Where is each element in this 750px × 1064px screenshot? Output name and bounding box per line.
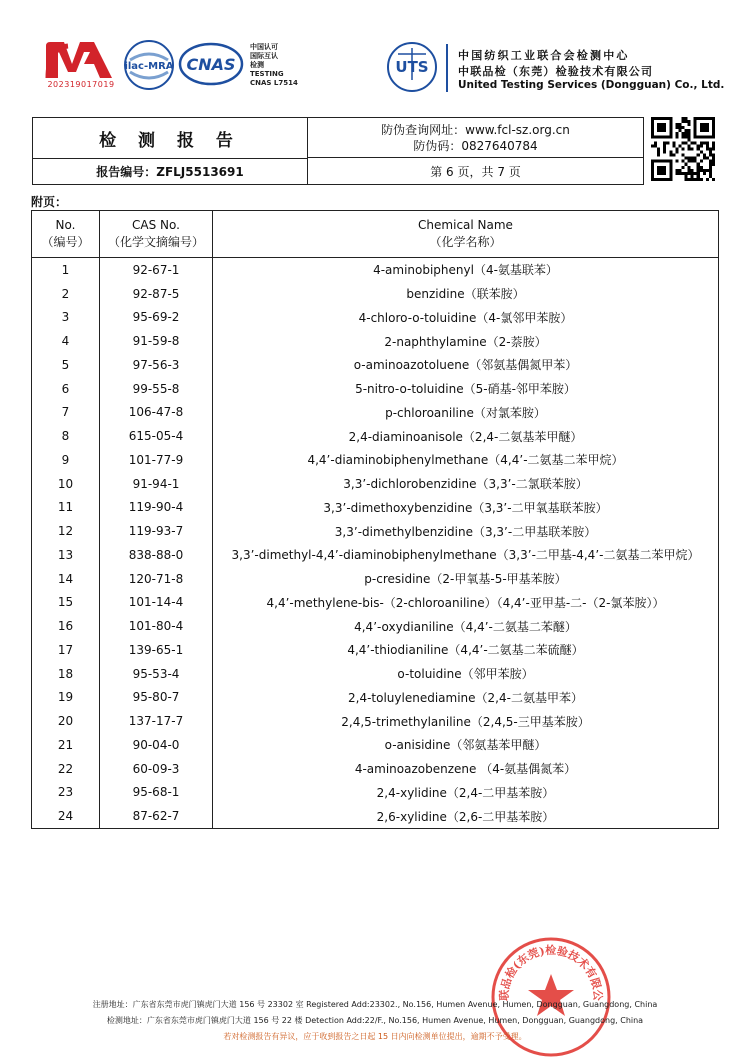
cell-name: 2,4-xylidine（2,4-二甲基苯胺） [213, 781, 719, 805]
cell-cas: 90-04-0 [100, 733, 213, 757]
cell-name: 2,4-toluylenediamine（2,4-二氨基甲苯） [213, 686, 719, 710]
cell-name: o-anisidine（邻氨基苯甲醚） [213, 733, 719, 757]
cell-cas: 97-56-3 [100, 353, 213, 377]
cell-cas: 92-87-5 [100, 282, 213, 306]
table-row [32, 401, 719, 425]
cell-cas: 92-67-1 [100, 258, 213, 282]
cell-cas: 95-69-2 [100, 306, 213, 330]
cell-no: 9 [32, 448, 100, 472]
verify-code: 防伪码：0827640784 [413, 139, 538, 153]
table-row [32, 282, 719, 306]
appendix-label: 附页： [31, 195, 68, 209]
cell-no: 6 [32, 377, 100, 401]
cell-cas: 95-80-7 [100, 686, 213, 710]
qr-code-icon [651, 117, 715, 181]
verify-url: 防伪查询网址：www.fcl-sz.org.cn [381, 123, 570, 137]
page-info: 第 6 页，共 7 页 [430, 165, 521, 179]
cnas-text: CNAS [186, 55, 236, 74]
cell-cas: 615-05-4 [100, 424, 213, 448]
cell-name: 2,4-diaminoanisole（2,4-二氨基苯甲醚） [213, 424, 719, 448]
cell-cas: 120-71-8 [100, 567, 213, 591]
cell-no: 16 [32, 614, 100, 638]
table-row [32, 662, 719, 686]
cnas-side-text: 中国认可 国际互认 检测 TESTING CNAS L7514 [250, 43, 298, 87]
table-row [32, 496, 719, 520]
table-row [32, 377, 719, 401]
uts-text: UTS [395, 58, 429, 76]
header-cas: CAS No. （化学文摘编号） [100, 211, 213, 258]
cell-no: 1 [32, 258, 100, 282]
cell-cas: 87-62-7 [100, 804, 213, 828]
cell-name: 4,4’-methylene-bis-（2-chloroaniline）（4,4’-亚甲基-二-（2-氯苯胺）） [213, 591, 719, 615]
table-row [32, 733, 719, 757]
table-row [32, 353, 719, 377]
cell-name: 3,3’-dimethylbenzidine（3,3’-二甲基联苯胺） [213, 519, 719, 543]
table-row [32, 614, 719, 638]
cell-cas: 137-17-7 [100, 709, 213, 733]
table-row [32, 804, 719, 828]
cell-no: 20 [32, 709, 100, 733]
cell-cas: 95-68-1 [100, 781, 213, 805]
cell-no: 2 [32, 282, 100, 306]
cell-no: 14 [32, 567, 100, 591]
cell-no: 18 [32, 662, 100, 686]
report-title: 检 测 报 告 [33, 118, 308, 159]
header-divider [446, 44, 448, 92]
table-row [32, 519, 719, 543]
cell-name: 3,3’-dimethoxybenzidine（3,3’-二甲氧基联苯胺） [213, 496, 719, 520]
lab-name-en: United Testing Services (Dongguan) Co., Ltd. [458, 79, 725, 91]
cell-no: 21 [32, 733, 100, 757]
cell-cas: 101-14-4 [100, 591, 213, 615]
cell-name: o-aminoazotoluene（邻氨基偶氮甲苯） [213, 353, 719, 377]
detection-address: 检测地址：广东省东莞市虎门镇虎门大道 156 号 22 楼 Detection Add:22/F., No.156, Humen Avenue, Humen, Dongguan, Guangdong, China [106, 1016, 644, 1025]
cell-no: 15 [32, 591, 100, 615]
cell-cas: 139-65-1 [100, 638, 213, 662]
cell-no: 24 [32, 804, 100, 828]
cell-cas: 95-53-4 [100, 662, 213, 686]
lab-name-cn-1: 中国纺织工业联合会检测中心 [458, 49, 630, 62]
cell-cas: 106-47-8 [100, 401, 213, 425]
cell-cas: 60-09-3 [100, 757, 213, 781]
cnas-logo [178, 42, 244, 86]
objection-notice: 若对检测报告有异议，应于收到报告之日起 15 日内向检测单位提出，逾期不予受理。 [223, 1032, 527, 1041]
cell-name: benzidine（联苯胺） [213, 282, 719, 306]
report-number: 报告编号：ZFLJ5513691 [33, 159, 308, 184]
cell-name: 4-aminobiphenyl（4-氨基联苯） [213, 258, 719, 282]
cell-no: 7 [32, 401, 100, 425]
ilac-mra-text: ilac-MRA [124, 61, 174, 72]
registered-address: 注册地址：广东省东莞市虎门镇虎门大道 156 号 23302 室 Registered Add:23302., No.156, Humen Avenue, Humen, Dongguan, Guangdong, China [92, 1000, 658, 1009]
cell-no: 8 [32, 424, 100, 448]
cell-no: 23 [32, 781, 100, 805]
table-row [32, 448, 719, 472]
cell-name: 2,4,5-trimethylaniline（2,4,5-三甲基苯胺） [213, 709, 719, 733]
cell-no: 19 [32, 686, 100, 710]
cell-name: p-chloroaniline（对氯苯胺） [213, 401, 719, 425]
verification-cell [308, 118, 643, 158]
cell-no: 17 [32, 638, 100, 662]
cell-cas: 91-94-1 [100, 472, 213, 496]
cell-name: 2,6-xylidine（2,6-二甲基苯胺） [213, 804, 719, 828]
cell-name: 4-aminoazobenzene （4-氨基偶氮苯） [213, 757, 719, 781]
cell-no: 3 [32, 306, 100, 330]
header-chemical-name: Chemical Name （化学名称） [213, 211, 719, 258]
table-row [32, 258, 719, 282]
cell-name: 5-nitro-o-toluidine（5-硝基-邻甲苯胺） [213, 377, 719, 401]
cell-name: 3,3’-dichlorobenzidine（3,3’-二氯联苯胺） [213, 472, 719, 496]
report-info-box [32, 117, 644, 185]
uts-logo [384, 40, 440, 94]
cell-no: 10 [32, 472, 100, 496]
table-row [32, 638, 719, 662]
table-row [32, 567, 719, 591]
cell-no: 22 [32, 757, 100, 781]
ilac-mra-logo [122, 38, 176, 92]
table-row [32, 424, 719, 448]
table-row [32, 306, 719, 330]
chemical-table [31, 210, 719, 829]
cell-cas: 119-93-7 [100, 519, 213, 543]
cell-cas: 838-88-0 [100, 543, 213, 567]
table-row [32, 686, 719, 710]
cell-cas: 101-77-9 [100, 448, 213, 472]
cell-name: 4,4’-thiodianiline（4,4’-二氨基二苯硫醚） [213, 638, 719, 662]
cell-cas: 119-90-4 [100, 496, 213, 520]
table-row [32, 329, 719, 353]
table-row [32, 757, 719, 781]
cell-name: p-cresidine（2-甲氧基-5-甲基苯胺） [213, 567, 719, 591]
cell-no: 11 [32, 496, 100, 520]
cell-cas: 91-59-8 [100, 329, 213, 353]
cell-name: 2-naphthylamine（2-萘胺） [213, 329, 719, 353]
table-row [32, 591, 719, 615]
cma-code: 202319017019 [47, 80, 115, 89]
cell-cas: 101-80-4 [100, 614, 213, 638]
table-row [32, 709, 719, 733]
cell-cas: 99-55-8 [100, 377, 213, 401]
table-row [32, 472, 719, 496]
cell-name: 3,3’-dimethyl-4,4’-diaminobiphenylmethane（3,3’-二甲基-4,4’-二氨基二苯甲烷） [213, 543, 719, 567]
cell-no: 12 [32, 519, 100, 543]
header-no: No. （编号） [32, 211, 100, 258]
cell-name: o-toluidine（邻甲苯胺） [213, 662, 719, 686]
lab-name-cn-2: 中联品检（东莞）检验技术有限公司 [458, 65, 654, 78]
cell-no: 4 [32, 329, 100, 353]
table-row [32, 781, 719, 805]
cell-name: 4-chloro-o-toluidine（4-氯邻甲苯胺） [213, 306, 719, 330]
table-row [32, 543, 719, 567]
seal-text: 联品检(东莞)检验技术有限公 [497, 943, 605, 1001]
cell-no: 5 [32, 353, 100, 377]
cell-name: 4,4’-oxydianiline（4,4’-二氨基二苯醚） [213, 614, 719, 638]
table-header-row [32, 211, 719, 258]
cell-no: 13 [32, 543, 100, 567]
cell-name: 4,4’-diaminobiphenylmethane（4,4’-二氨基二苯甲烷） [213, 448, 719, 472]
